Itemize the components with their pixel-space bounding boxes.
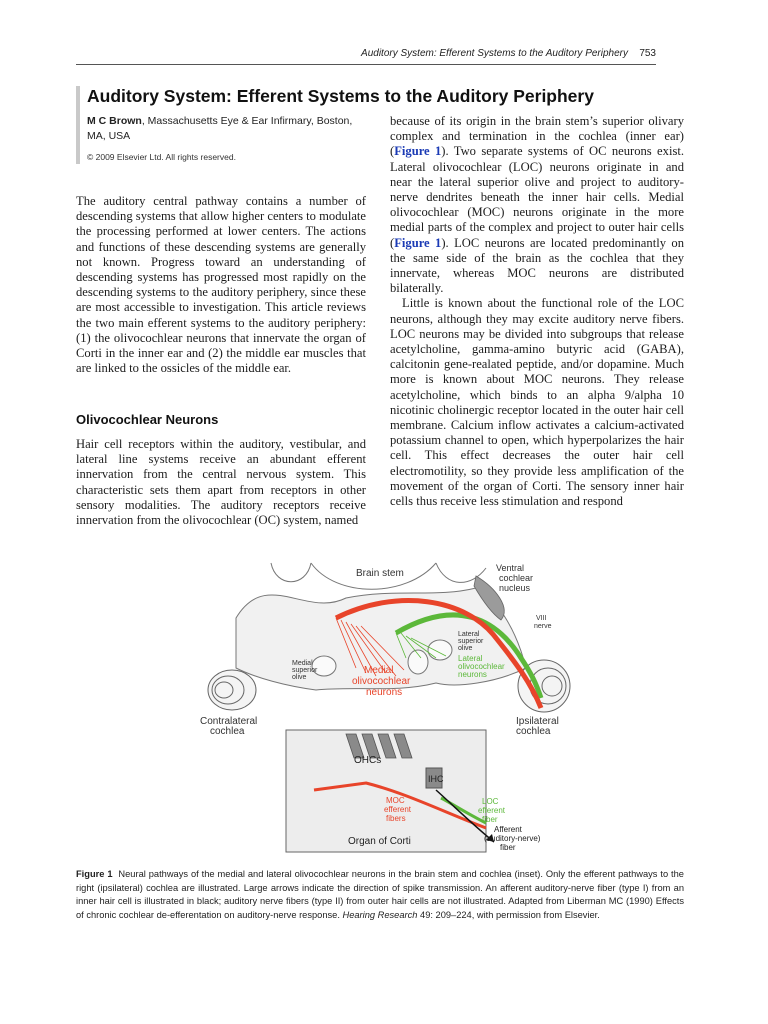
label-ohcs: OHCs: [354, 755, 382, 766]
label-aff-3: fiber: [500, 843, 516, 852]
author-line: [87, 114, 367, 144]
label-aff-2: (auditory-nerve): [484, 834, 541, 843]
label-lso-1: Lateral: [458, 631, 480, 638]
label-loc-3: neurons: [458, 670, 487, 679]
header-rule: [76, 64, 656, 65]
figure-caption: [76, 868, 684, 922]
label-mso-2: superior: [292, 667, 318, 674]
running-head-title: Auditory System: Efferent Systems to the Auditory Periphery: [361, 48, 628, 59]
label-loc-1: Lateral: [458, 654, 483, 663]
figure-1-link-b[interactable]: Figure 1: [394, 235, 442, 250]
label-mocf-1: MOC: [386, 796, 405, 805]
label-ventral-2: cochlear: [499, 573, 534, 583]
label-moc-3: neurons: [366, 687, 403, 698]
intro-paragraph: [76, 194, 366, 376]
title-accent-bar: [76, 86, 80, 164]
label-mocf-3: fibers: [386, 814, 406, 823]
label-moc-2: olivocochlear: [352, 676, 411, 687]
label-loc-2: olivocochlear: [458, 662, 505, 671]
author-affiliation: , Massachusetts Eye & Ear Infirmary, Boston, MA, USA: [87, 115, 353, 142]
label-viii-2: nerve: [534, 623, 552, 630]
label-mso-1: Medial: [292, 660, 313, 667]
intro-text: The auditory central pathway contains a number of descending systems that allow higher centers to modulate the processing performed at lower centers. The actions and functions of these descending systems are generally not known. Progress toward an understanding of descending systems has progressed most rapidly on the descending systems to the auditory periphery, since these are most accessible to investigation. This article reviews the two main efferent systems to the auditory periphery: (1) the olivocochlear neurons that innervate the organ of Corti in the inner ear and (2) the middle ear muscles that are linked to the ossicles of the middle ear.: [76, 194, 366, 376]
caption-label: Figure 1: [76, 869, 113, 879]
label-mso-3: olive: [292, 674, 307, 681]
right-paragraph-2: Little is known about the functional role of the LOC neurons, although they may excite auditory nerve fibers. LOC neurons may be divided into subgroups that release acetylcholine, gamma-amino butyric acid (GABA), calcitonin gene-realated peptide, and/or dopamine. Much more is known about MOC neurons. They release acetylcholine, which binds to an alpha 9/alpha 10 nicotinic cholinergic receptor located in the outer hair cell membrane. Calcium inflow activates a calcium-activated potassium channel to open, which hyperpolarizes the hair cell. This effect decreases the outer hair cell electromotility, so they provide less amplification of the movement of the organ of Corti. The sensory inner hair cells thus receive less stimulation and respond: [390, 296, 684, 509]
label-contra-1: Contralateral: [200, 716, 258, 727]
label-ventral-1: Ventral: [496, 563, 525, 573]
label-ihc: IHC: [428, 774, 444, 784]
page-number: 753: [639, 48, 656, 59]
label-contra-2: cochlea: [210, 726, 245, 737]
label-locf-1: LOC: [482, 797, 499, 806]
lateral-superior-olive: [428, 640, 452, 660]
label-ipsi-1: Ipsilateral: [516, 716, 559, 727]
author-name: M C Brown: [87, 115, 142, 127]
label-brain-stem: Brain stem: [356, 568, 404, 579]
copyright-notice: © 2009 Elsevier Ltd. All rights reserved.: [87, 152, 236, 162]
article-title: Auditory System: Efferent Systems to the Auditory Periphery: [87, 86, 594, 106]
section-heading: Olivocochlear Neurons: [76, 412, 219, 427]
section-text: Hair cell receptors within the auditory, vestibular, and lateral line systems receive an abundant efferent innervation from the central nervous system. This characteristic sets them apart from receptors in other sensory modalities. The auditory receptors receive innervation from the olivocochlear (OC) system, named: [76, 437, 366, 528]
label-organ: Organ of Corti: [348, 836, 411, 847]
neural-pathway-diagram: [196, 558, 576, 858]
label-locf-3: fiber: [482, 815, 498, 824]
figure-1: [196, 558, 576, 858]
figure-1-link-a[interactable]: Figure 1: [394, 144, 442, 159]
contralateral-cochlea-shape: [208, 670, 256, 710]
right-paragraph-1: because of its origin in the brain stem’s superior olivary complex and termination in the cochlea (inner ear) (Figure 1). Two separate systems of OC neurons exist. Lateral olivocochlear (LOC) neurons originate in and near the lateral superior olive and project to auditory-nerve dendrites beneath the inner hair cells. Medial olivocochlear (MOC) neurons originate in the more medial parts of the complex and project to outer hair cells (Figure 1). LOC neurons are located predominantly on the same side of the brain as the cochlea that they innervate, whereas MOC neurons are distributed bilaterally.: [390, 114, 684, 296]
medial-superior-olive-right: [408, 650, 428, 674]
label-moc-1: Medial: [364, 665, 394, 676]
label-locf-2: efferent: [478, 806, 505, 815]
section-paragraph: [76, 437, 366, 528]
right-column: [390, 114, 684, 509]
label-ipsi-2: cochlea: [516, 726, 551, 737]
label-lso-2: superior: [458, 638, 484, 645]
caption-text-a: Neural pathways of the medial and lateral olivocochlear neurons in the brain stem and cochlea (inset). Only the efferent pathways to the right (ipsilateral) cochlea are illustrated. Large arrows indicate the direction of spike transmission. An afferent auditory-nerve fiber (type I) from an inner hair cell is illustrated in black; auditory nerve fibers (type II) from outer hair cells are not illustrated. Adapted from Liberman MC (1990) Effects of chronic cochlear de-efferentation on auditory-nerve response.: [76, 869, 684, 920]
caption-journal: Hearing Research: [342, 909, 418, 920]
caption-text-b: 49: 209–224, with permission from Elsevier.: [417, 909, 600, 920]
label-ventral-3: nucleus: [499, 583, 531, 593]
label-mocf-2: efferent: [384, 805, 411, 814]
label-aff-1: Afferent: [494, 825, 522, 834]
label-lso-3: olive: [458, 645, 473, 652]
label-viii-1: VIII: [536, 615, 547, 622]
